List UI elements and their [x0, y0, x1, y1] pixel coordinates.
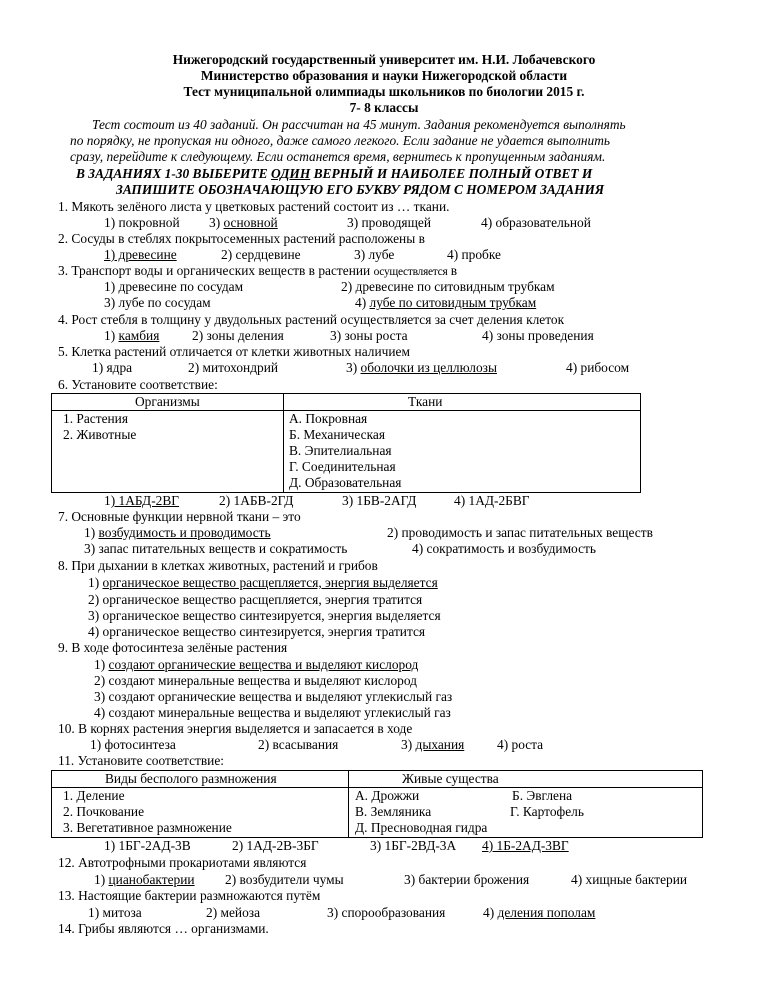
question-8: 8. При дыхании в клетках животных, растений и грибов	[58, 558, 378, 573]
q9-option-1-answer: создают органические вещества и выделяют кислород	[108, 657, 419, 672]
intro-line-2: по порядку, не пропуская ни одного, даже самого легкого. Если задание не удается выполнить	[70, 133, 611, 148]
q3-option-4-answer: лубе по ситовидным трубкам	[369, 295, 537, 310]
instruction-line-1	[76, 166, 592, 182]
q6-col-organisms: Организмы	[135, 394, 200, 409]
q12-option-3: 3) бактерии брожения	[404, 872, 530, 887]
header-test-title: Тест муниципальной олимпиады школьников по биологии 2015 г.	[183, 84, 585, 99]
q1-option-1: 1) покровной	[104, 215, 180, 230]
q6-left-2: 2. Животные	[63, 427, 137, 442]
q8-option-3: 3) органическое вещество синтезируется, энергия выделяется	[88, 608, 441, 623]
q6-option-3: 3) 1БВ-2АГД	[342, 493, 417, 508]
q5-option-3-num: 3)	[346, 360, 361, 375]
q7-option-1-answer: возбудимость и проводимость	[98, 525, 271, 540]
q7-option-3: 3) запас питательных веществ и сократимость	[84, 541, 348, 556]
q11-table-column-divider	[348, 770, 349, 837]
q3-option-4	[355, 295, 536, 311]
q11-col-organisms: Живые существа	[402, 771, 499, 786]
q2-option-3: 3) лубе	[354, 247, 395, 262]
q12-option-1-answer: цианобактерии	[108, 872, 195, 887]
q11-option-1: 1) 1БГ-2АД-3В	[104, 838, 191, 853]
instruction-post: ВЕРНЫЙ И НАИБОЛЕЕ ПОЛНЫЙ ОТВЕТ И	[310, 166, 593, 181]
q13-option-2: 2) мейоза	[206, 905, 261, 920]
q6-option-1-num: 1	[104, 493, 111, 508]
header-ministry: Министерство образования и науки Нижегородской области	[200, 68, 568, 83]
q11-option-3: 3) 1БГ-2ВД-3А	[370, 838, 457, 853]
q2-option-1: 1) древесине	[104, 247, 177, 262]
q13-option-4-answer: деления пополам	[497, 905, 596, 920]
q6-option-4: 4) 1АД-2БВГ	[454, 493, 530, 508]
q5-option-2: 2) митохондрий	[188, 360, 279, 375]
q6-left-1: 1. Растения	[63, 411, 129, 426]
q5-option-4: 4) рибосом	[566, 360, 630, 375]
q11-right-v: В. Земляника	[355, 804, 432, 819]
q6-right-b: Б. Механическая	[289, 427, 386, 442]
q7-option-2: 2) проводимость и запас питательных веществ	[387, 525, 653, 540]
q11-option-2: 2) 1АД-2В-3БГ	[232, 838, 319, 853]
instruction-line-2: ЗАПИШИТЕ ОБОЗНАЧАЮЩУЮ ЕГО БУКВУ РЯДОМ С НОМЕРОМ ЗАДАНИЯ	[116, 182, 605, 197]
q7-option-1-num: 1)	[84, 525, 99, 540]
q6-option-1	[104, 493, 179, 509]
q11-left-2: 2. Почкование	[63, 804, 145, 819]
question-10: 10. В корнях растения энергия выделяется и запасается в ходе	[58, 721, 413, 736]
q11-right-b: Б. Эвглена	[512, 788, 573, 803]
q12-option-1-num: 1)	[94, 872, 109, 887]
q13-option-4	[483, 905, 595, 921]
q6-right-d: Д. Образовательная	[289, 475, 402, 490]
q6-right-v: В. Эпителиальная	[289, 443, 392, 458]
q3-text-small: осуществляется	[373, 266, 448, 278]
instruction-pre: В ЗАДАНИЯХ 1-30 ВЫБЕРИТЕ	[76, 166, 271, 181]
q8-option-1-answer: органическое вещество расщепляется, энергия выделяется	[102, 575, 438, 590]
question-13: 13. Настоящие бактерии размножаются путём	[58, 888, 321, 903]
question-2: 2. Сосуды в стеблях покрытосеменных растений расположены в	[58, 231, 425, 246]
instruction-one: ОДИН	[270, 166, 311, 181]
q5-option-3-answer: оболочки из целлюлозы	[360, 360, 497, 375]
q12-option-2: 2) возбудители чумы	[225, 872, 344, 887]
question-9: 9. В ходе фотосинтеза зелёные растения	[58, 640, 288, 655]
q10-option-3-num: 3)	[401, 737, 416, 752]
q4-option-4: 4) зоны проведения	[482, 328, 594, 343]
q8-option-1	[88, 575, 438, 591]
q8-option-1-num: 1)	[88, 575, 103, 590]
q1-option-2-num: 3)	[209, 215, 224, 230]
q11-right-d: Д. Пресноводная гидра	[355, 820, 488, 835]
q2-option-2: 2) сердцевине	[221, 247, 301, 262]
q8-option-4: 4) органическое вещество синтезируется, энергия тратится	[88, 624, 426, 639]
q11-right-a: А. Дрожжи	[355, 788, 420, 803]
q11-option-4: 4) 1Б-2АД-3ВГ	[482, 838, 569, 853]
q4-option-2: 2) зоны деления	[192, 328, 284, 343]
q3-option-4-num: 4)	[355, 295, 370, 310]
q13-option-3: 3) спорообразования	[327, 905, 446, 920]
q12-option-1	[94, 872, 195, 888]
question-4: 4. Рост стебля в толщину у двудольных растений осуществляется за счет деления клеток	[58, 312, 565, 327]
question-12: 12. Автотрофными прокариотами являются	[58, 855, 307, 870]
q3-text-pre: 3. Транспорт воды и органических веществ в растении	[58, 263, 374, 278]
q8-option-2: 2) органическое вещество расщепляется, энергия тратится	[88, 592, 423, 607]
q9-option-1-num: 1)	[94, 657, 109, 672]
q9-option-1	[94, 657, 418, 673]
q3-option-2: 2) древесине по ситовидным трубкам	[341, 279, 555, 294]
q6-option-2: 2) 1АБВ-2ГД	[219, 493, 294, 508]
q11-left-1: 1. Деление	[63, 788, 125, 803]
q11-col-reproduction: Виды бесполого размножения	[105, 771, 277, 786]
q7-option-4: 4) сократимость и возбудимость	[412, 541, 596, 556]
question-5: 5. Клетка растений отличается от клетки животных наличием	[58, 344, 410, 359]
q6-right-g: Г. Соединительная	[289, 459, 396, 474]
q10-option-4: 4) роста	[497, 737, 544, 752]
q4-option-1-num: 1)	[104, 328, 119, 343]
q9-option-4: 4) создают минеральные вещества и выделяют углекислый газ	[94, 705, 451, 720]
q12-option-4: 4) хищные бактерии	[571, 872, 688, 887]
q6-table-column-divider	[283, 393, 284, 492]
q10-option-3-answer: дыхания	[415, 737, 465, 752]
question-14: 14. Грибы являются … организмами.	[58, 921, 269, 936]
intro-line-3: сразу, перейдите к следующему. Если останется время, вернитесь к пропущенным заданиям.	[70, 149, 606, 164]
q9-option-2: 2) создают минеральные вещества и выделяют кислород	[94, 673, 417, 688]
q1-option-2-answer: основной	[223, 215, 278, 230]
header-university: Нижегородский государственный университет им. Н.И. Лобачевского	[172, 52, 596, 67]
q3-option-1: 1) древесине по сосудам	[104, 279, 244, 294]
q11-right-g: Г. Картофель	[510, 804, 584, 819]
q10-option-3	[401, 737, 464, 753]
q4-option-1	[104, 328, 159, 344]
q11-left-3: 3. Вегетативное размножение	[63, 820, 232, 835]
question-7: 7. Основные функции нервной ткани – это	[58, 509, 301, 524]
q13-option-4-num: 4)	[483, 905, 498, 920]
q3-text-post: в	[447, 263, 458, 278]
q7-option-1	[84, 525, 271, 541]
q1-option-2	[209, 215, 278, 231]
intro-line-1: Тест состоит из 40 заданий. Он рассчитан на 45 минут. Задания рекомендуется выполнять	[92, 117, 626, 132]
q10-option-2: 2) всасывания	[258, 737, 339, 752]
q4-option-1-answer: камбия	[118, 328, 160, 343]
q6-right-a: А. Покровная	[289, 411, 368, 426]
q9-option-3: 3) создают органические вещества и выделяют углекислый газ	[94, 689, 453, 704]
q5-option-3	[346, 360, 497, 376]
q1-option-4: 4) образовательной	[481, 215, 591, 230]
q6-col-tissues: Ткани	[408, 394, 443, 409]
question-1: 1. Мякоть зелёного листа у цветковых растений состоит из … ткани.	[58, 199, 450, 214]
q10-option-1: 1) фотосинтеза	[90, 737, 176, 752]
header-grades: 7- 8 классы	[349, 100, 419, 115]
question-6: 6. Установите соответствие:	[58, 377, 218, 392]
q5-option-1: 1) ядра	[92, 360, 133, 375]
q6-option-1-answer: ) 1АБД-2ВГ	[110, 493, 180, 508]
question-3	[58, 263, 457, 280]
q4-option-3: 3) зоны роста	[330, 328, 408, 343]
q2-option-4: 4) пробке	[447, 247, 501, 262]
q1-option-3: 3) проводящей	[347, 215, 431, 230]
q3-option-3: 3) лубе по сосудам	[104, 295, 211, 310]
question-11: 11. Установите соответствие:	[58, 753, 225, 768]
q13-option-1: 1) митоза	[88, 905, 142, 920]
